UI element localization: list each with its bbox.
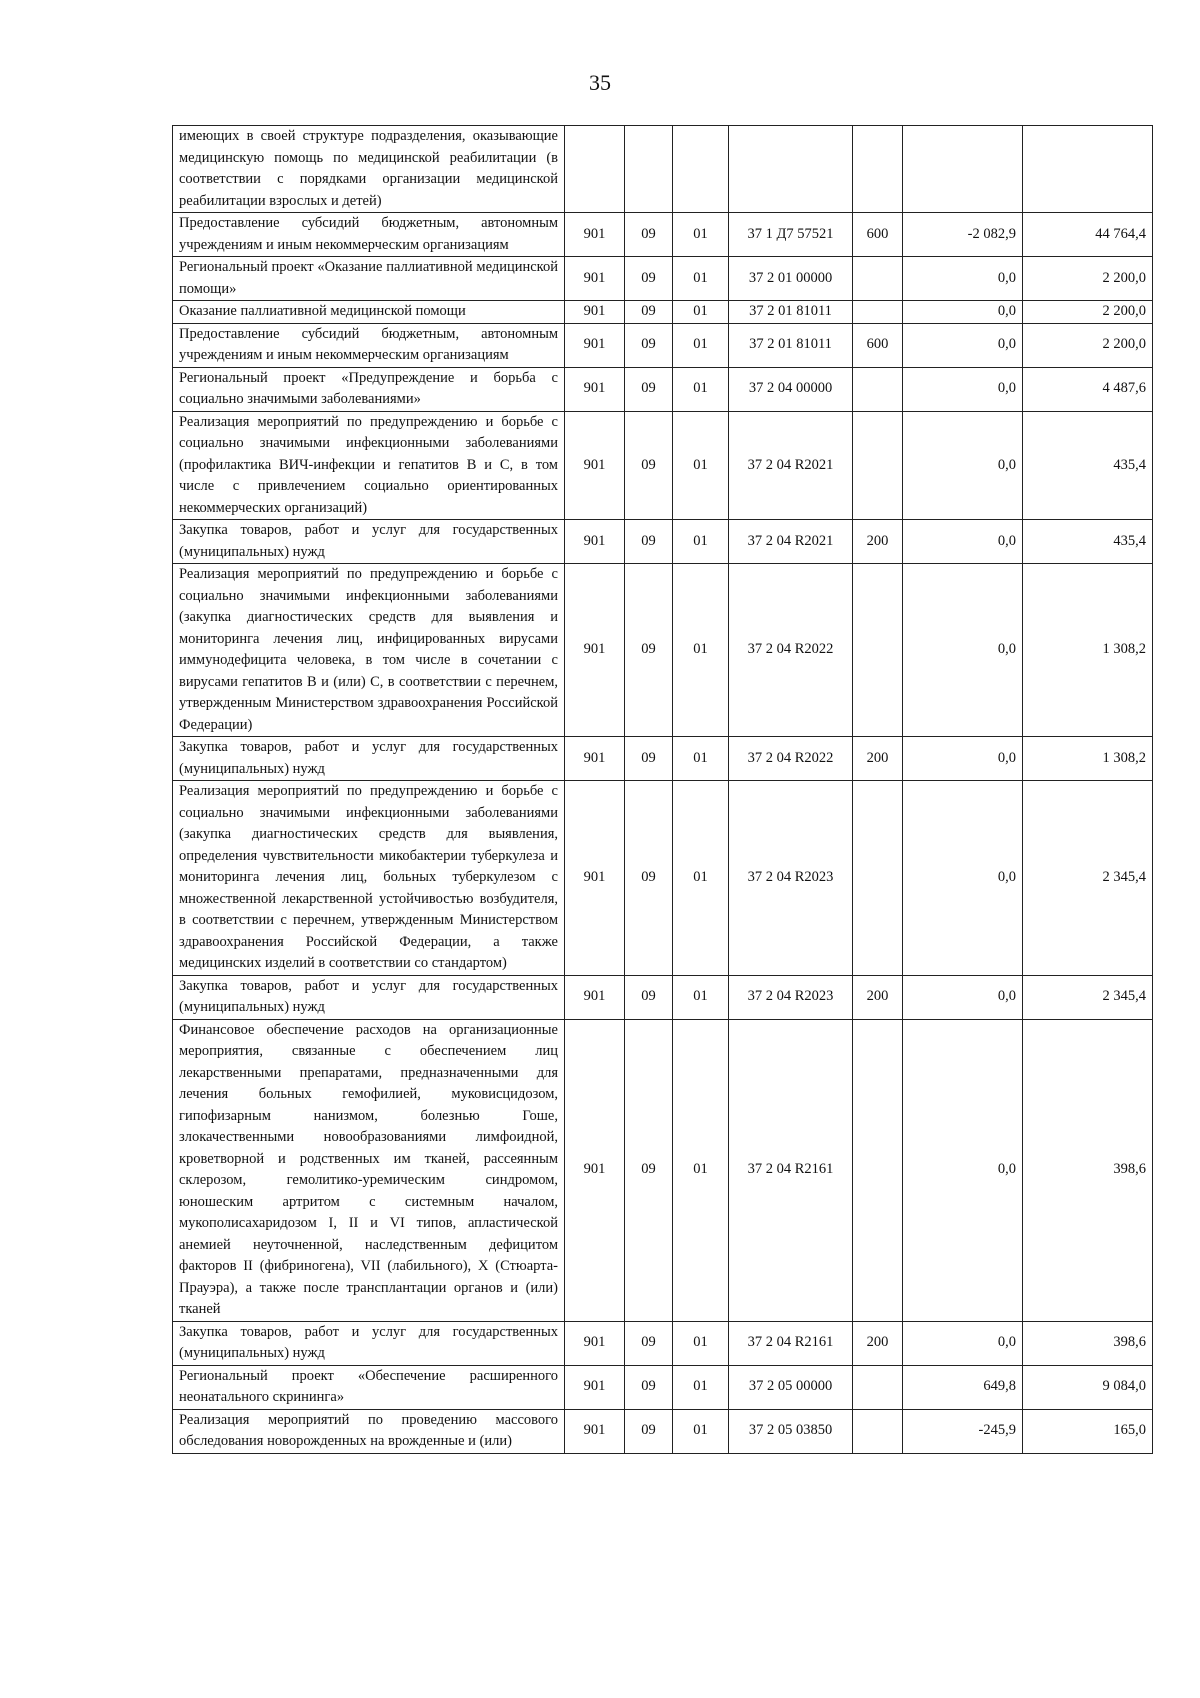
- cell-ministry: 901: [565, 564, 625, 737]
- cell-name: Предоставление субсидий бюджетным, автономным учреждениям и иным некоммерческим организациям: [173, 213, 565, 257]
- cell-change: 0,0: [903, 301, 1023, 324]
- cell-target-article: [729, 126, 853, 213]
- page-number: 35: [589, 70, 611, 95]
- table-row: [173, 367, 1153, 411]
- cell-expense-type: [853, 367, 903, 411]
- cell-ministry: 901: [565, 257, 625, 301]
- cell-section: 09: [625, 411, 673, 520]
- table-row: [173, 737, 1153, 781]
- cell-subsection: 01: [673, 257, 729, 301]
- cell-ministry: 901: [565, 1019, 625, 1321]
- cell-subsection: 01: [673, 323, 729, 367]
- cell-section: 09: [625, 737, 673, 781]
- cell-change: 0,0: [903, 323, 1023, 367]
- cell-section: 09: [625, 1409, 673, 1453]
- cell-subsection: 01: [673, 520, 729, 564]
- cell-section: 09: [625, 301, 673, 324]
- table-row: [173, 564, 1153, 737]
- cell-target-article: 37 2 04 00000: [729, 367, 853, 411]
- cell-expense-type: [853, 301, 903, 324]
- cell-total: [1023, 126, 1153, 213]
- cell-section: 09: [625, 564, 673, 737]
- cell-target-article: 37 2 05 03850: [729, 1409, 853, 1453]
- cell-change: 0,0: [903, 564, 1023, 737]
- cell-expense-type: [853, 411, 903, 520]
- cell-section: 09: [625, 520, 673, 564]
- cell-section: 09: [625, 781, 673, 976]
- cell-name: Оказание паллиативной медицинской помощи: [173, 301, 565, 324]
- cell-total: 2 200,0: [1023, 301, 1153, 324]
- cell-ministry: [565, 126, 625, 213]
- cell-change: 0,0: [903, 1019, 1023, 1321]
- cell-name: Закупка товаров, работ и услуг для государственных (муниципальных) нужд: [173, 737, 565, 781]
- cell-change: -2 082,9: [903, 213, 1023, 257]
- cell-subsection: [673, 126, 729, 213]
- cell-expense-type: 600: [853, 323, 903, 367]
- cell-expense-type: [853, 1365, 903, 1409]
- cell-section: 09: [625, 1019, 673, 1321]
- cell-change: 0,0: [903, 1321, 1023, 1365]
- table-row: [173, 781, 1153, 976]
- cell-name: имеющих в своей структуре подразделения, оказывающие медицинскую помощь по медицинской реабилитации (в соответствии с порядками организации медицинской реабилитации взрослых и детей): [173, 126, 565, 213]
- cell-change: 0,0: [903, 367, 1023, 411]
- cell-expense-type: [853, 1019, 903, 1321]
- cell-ministry: 901: [565, 781, 625, 976]
- cell-subsection: 01: [673, 367, 729, 411]
- cell-ministry: 901: [565, 301, 625, 324]
- cell-target-article: 37 2 04 R2021: [729, 520, 853, 564]
- cell-name: Реализация мероприятий по предупреждению и борьбе с социально значимыми инфекционными заболеваниями (закупка диагностических средств для выявления и мониторинга лечения лиц, инфицированных вирусами иммунодефицита человека, в том числе в сочетании с вирусами гепатитов B и (или) C, в соответствии с перечнем, утвержденным Министерством здравоохранения Российской Федерации): [173, 564, 565, 737]
- cell-subsection: 01: [673, 1365, 729, 1409]
- cell-total: 435,4: [1023, 520, 1153, 564]
- cell-change: 0,0: [903, 520, 1023, 564]
- cell-name: Финансовое обеспечение расходов на организационные мероприятия, связанные с обеспечением лиц лекарственными препаратами, предназначенными для лечения больных гемофилией, муковисцидозом, гипофизарным нанизмом, болезнью Гоше, злокачественными новообразованиями лимфоидной, кроветворной и родственных им тканей, рассеянным склерозом, гемолитико-уремическим синдромом, юношеским артритом с системным началом, мукополисахаридозом I, II и VI типов, апластической анемией неуточненной, наследственным дефицитом факторов II (фибриногена), VII (лабильного), X (Стюарта-Прауэра), а также после трансплантации органов и (или) тканей: [173, 1019, 565, 1321]
- table-row: [173, 1409, 1153, 1453]
- cell-change: 0,0: [903, 975, 1023, 1019]
- cell-expense-type: [853, 781, 903, 976]
- cell-total: 435,4: [1023, 411, 1153, 520]
- cell-ministry: 901: [565, 737, 625, 781]
- cell-section: 09: [625, 257, 673, 301]
- table-row: [173, 1019, 1153, 1321]
- cell-subsection: 01: [673, 781, 729, 976]
- cell-ministry: 901: [565, 323, 625, 367]
- cell-change: [903, 126, 1023, 213]
- cell-section: 09: [625, 213, 673, 257]
- cell-name: Региональный проект «Обеспечение расширенного неонатального скрининга»: [173, 1365, 565, 1409]
- cell-total: 1 308,2: [1023, 737, 1153, 781]
- cell-section: 09: [625, 975, 673, 1019]
- cell-expense-type: 600: [853, 213, 903, 257]
- cell-name: Закупка товаров, работ и услуг для государственных (муниципальных) нужд: [173, 975, 565, 1019]
- cell-ministry: 901: [565, 1365, 625, 1409]
- cell-name: Предоставление субсидий бюджетным, автономным учреждениям и иным некоммерческим организациям: [173, 323, 565, 367]
- table-row: [173, 323, 1153, 367]
- cell-target-article: 37 2 04 R2161: [729, 1321, 853, 1365]
- table-row: [173, 411, 1153, 520]
- cell-subsection: 01: [673, 564, 729, 737]
- cell-expense-type: [853, 126, 903, 213]
- cell-name: Закупка товаров, работ и услуг для государственных (муниципальных) нужд: [173, 520, 565, 564]
- cell-target-article: 37 2 05 00000: [729, 1365, 853, 1409]
- cell-section: [625, 126, 673, 213]
- cell-subsection: 01: [673, 301, 729, 324]
- cell-ministry: 901: [565, 975, 625, 1019]
- cell-total: 2 200,0: [1023, 257, 1153, 301]
- table-row: [173, 1321, 1153, 1365]
- cell-expense-type: 200: [853, 520, 903, 564]
- cell-target-article: 37 2 01 00000: [729, 257, 853, 301]
- cell-total: 4 487,6: [1023, 367, 1153, 411]
- cell-target-article: 37 2 04 R2023: [729, 781, 853, 976]
- cell-ministry: 901: [565, 1409, 625, 1453]
- cell-name: Реализация мероприятий по предупреждению и борьбе с социально значимыми инфекционными заболеваниями (закупка диагностических средств для выявления, определения чувствительности микобактерии туберкулеза и мониторинга лечения лиц, больных туберкулезом с множественной лекарственной устойчивостью возбудителя, в соответствии с перечнем, утвержденным Министерством здравоохранения Российской Федерации, а также медицинских изделий в соответствии со стандартом): [173, 781, 565, 976]
- cell-subsection: 01: [673, 1409, 729, 1453]
- cell-change: 649,8: [903, 1365, 1023, 1409]
- cell-total: 398,6: [1023, 1019, 1153, 1321]
- cell-total: 2 345,4: [1023, 975, 1153, 1019]
- cell-expense-type: 200: [853, 737, 903, 781]
- cell-subsection: 01: [673, 411, 729, 520]
- table-row: [173, 257, 1153, 301]
- cell-target-article: 37 2 01 81011: [729, 323, 853, 367]
- cell-ministry: 901: [565, 213, 625, 257]
- cell-total: 398,6: [1023, 1321, 1153, 1365]
- cell-section: 09: [625, 1321, 673, 1365]
- table-row: [173, 126, 1153, 213]
- cell-subsection: 01: [673, 737, 729, 781]
- cell-change: 0,0: [903, 737, 1023, 781]
- cell-total: 44 764,4: [1023, 213, 1153, 257]
- cell-subsection: 01: [673, 1321, 729, 1365]
- table-row: [173, 520, 1153, 564]
- cell-target-article: 37 2 01 81011: [729, 301, 853, 324]
- cell-expense-type: 200: [853, 975, 903, 1019]
- cell-target-article: 37 2 04 R2023: [729, 975, 853, 1019]
- cell-expense-type: [853, 1409, 903, 1453]
- cell-change: -245,9: [903, 1409, 1023, 1453]
- cell-target-article: 37 2 04 R2161: [729, 1019, 853, 1321]
- cell-ministry: 901: [565, 520, 625, 564]
- cell-change: 0,0: [903, 781, 1023, 976]
- cell-total: 2 200,0: [1023, 323, 1153, 367]
- cell-target-article: 37 1 Д7 57521: [729, 213, 853, 257]
- cell-subsection: 01: [673, 975, 729, 1019]
- cell-expense-type: [853, 257, 903, 301]
- cell-subsection: 01: [673, 213, 729, 257]
- cell-target-article: 37 2 04 R2022: [729, 564, 853, 737]
- cell-name: Реализация мероприятий по проведению массового обследования новорожденных на врожденные и (или): [173, 1409, 565, 1453]
- table-body: [173, 126, 1153, 1454]
- cell-total: 1 308,2: [1023, 564, 1153, 737]
- budget-table: [172, 125, 1153, 1454]
- cell-target-article: 37 2 04 R2022: [729, 737, 853, 781]
- cell-name: Закупка товаров, работ и услуг для государственных (муниципальных) нужд: [173, 1321, 565, 1365]
- cell-name: Реализация мероприятий по предупреждению и борьбе с социально значимыми инфекционными заболеваниями (профилактика ВИЧ-инфекции и гепатитов B и C, в том числе с привлечением социально ориентированных некоммерческих организаций): [173, 411, 565, 520]
- cell-change: 0,0: [903, 257, 1023, 301]
- cell-total: 2 345,4: [1023, 781, 1153, 976]
- table-row: [173, 975, 1153, 1019]
- cell-name: Региональный проект «Оказание паллиативной медицинской помощи»: [173, 257, 565, 301]
- cell-ministry: 901: [565, 411, 625, 520]
- cell-expense-type: [853, 564, 903, 737]
- cell-section: 09: [625, 1365, 673, 1409]
- cell-change: 0,0: [903, 411, 1023, 520]
- cell-section: 09: [625, 367, 673, 411]
- cell-ministry: 901: [565, 1321, 625, 1365]
- cell-expense-type: 200: [853, 1321, 903, 1365]
- cell-target-article: 37 2 04 R2021: [729, 411, 853, 520]
- cell-total: 9 084,0: [1023, 1365, 1153, 1409]
- cell-ministry: 901: [565, 367, 625, 411]
- table-row: [173, 301, 1153, 324]
- table-row: [173, 1365, 1153, 1409]
- cell-name: Региональный проект «Предупреждение и борьба с социально значимыми заболеваниями»: [173, 367, 565, 411]
- table-row: [173, 213, 1153, 257]
- cell-subsection: 01: [673, 1019, 729, 1321]
- cell-section: 09: [625, 323, 673, 367]
- cell-total: 165,0: [1023, 1409, 1153, 1453]
